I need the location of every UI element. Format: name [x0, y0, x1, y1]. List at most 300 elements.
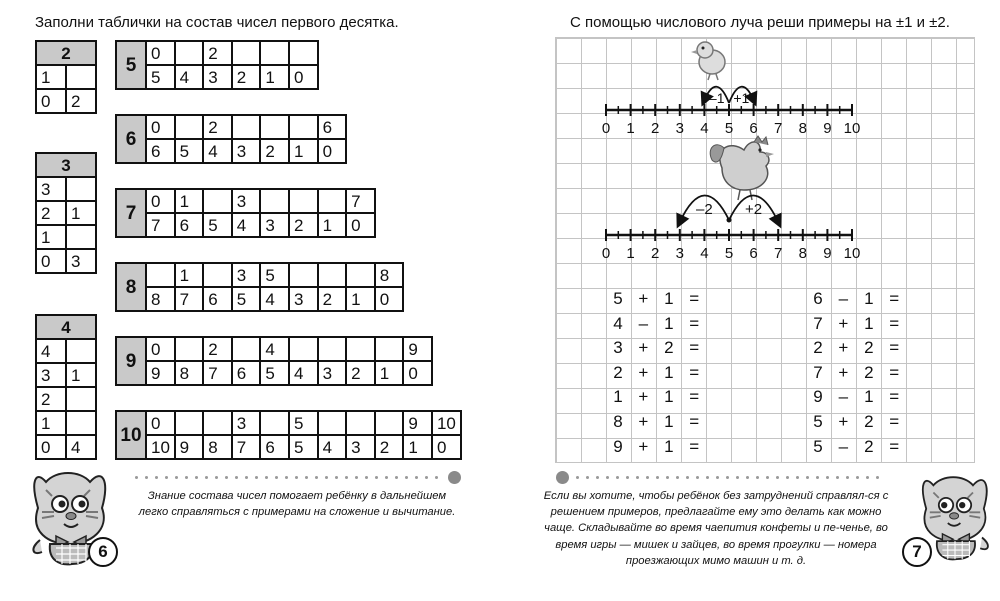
table-cell[interactable]: 5	[289, 411, 318, 435]
example-right-op: –	[838, 387, 849, 407]
table-cell[interactable]	[66, 339, 96, 363]
number-line-label: 5	[724, 120, 734, 137]
table-cell[interactable]: 3	[318, 361, 347, 385]
dot	[335, 476, 338, 479]
table-cell[interactable]	[175, 41, 204, 65]
dot	[866, 476, 869, 479]
table-cell[interactable]	[318, 337, 347, 361]
dot	[796, 476, 799, 479]
example-left-b: 1	[664, 289, 674, 308]
dot	[295, 476, 298, 479]
right-page-note: Если вы хотите, чтобы ребёнок без затруднений справлял-ся с решением примеров, предлагайте ему это делать как можно чаще. Складывайте во время чаепития конфеты и пе-ченье, во время игры — мишек и зайцев, во время прогулки — номера проезжающих мимо машин и т. д.	[543, 490, 889, 567]
dot	[435, 476, 438, 479]
example-right-op: +	[838, 313, 849, 333]
example-right-a: 5	[813, 412, 823, 431]
table-cell[interactable]	[66, 411, 96, 435]
example-right-eq: =	[889, 436, 900, 456]
table-cell[interactable]: 9	[403, 337, 432, 361]
example-left-op: +	[638, 362, 649, 382]
table-cell[interactable]: 0	[403, 361, 432, 385]
horizontal-table-header: 6	[116, 115, 146, 163]
dot	[726, 476, 729, 479]
dotted-separator	[135, 474, 445, 480]
example-left-eq: =	[689, 387, 700, 407]
example-right-a: 6	[813, 289, 823, 308]
right-page-title: С помощью числового луча реши примеры на ±1 и ±2.	[570, 14, 950, 31]
table-cell[interactable]: 1	[66, 363, 96, 387]
number-line-label: 10	[843, 245, 861, 262]
horizontal-table-5	[115, 40, 319, 90]
table-cell[interactable]: 6	[318, 115, 347, 139]
table-cell[interactable]: 8	[146, 287, 175, 311]
dot	[265, 476, 268, 479]
dot	[696, 476, 699, 479]
table-cell[interactable]	[175, 411, 204, 435]
table-cell[interactable]: 2	[36, 387, 66, 411]
example-left-op: +	[638, 289, 649, 308]
dot	[315, 476, 318, 479]
table-cell[interactable]: 1	[318, 213, 347, 237]
table-cell[interactable]: 10	[146, 435, 175, 459]
example-right-op: +	[838, 412, 849, 431]
right-page	[500, 0, 1000, 601]
table-cell[interactable]: 0	[146, 115, 175, 139]
example-right-op: –	[838, 289, 849, 308]
dot	[365, 476, 368, 479]
table-cell[interactable]	[318, 263, 347, 287]
dot	[806, 476, 809, 479]
table-cell[interactable]: 0	[146, 189, 175, 213]
dot	[596, 476, 599, 479]
table-cell[interactable]: 3	[260, 213, 289, 237]
dot	[676, 476, 679, 479]
dot	[656, 476, 659, 479]
table-cell[interactable]	[66, 65, 96, 89]
table-cell[interactable]: 2	[260, 139, 289, 163]
table-cell[interactable]: 3	[232, 139, 261, 163]
vertical-table-2	[35, 40, 97, 114]
example-left-a: 3	[613, 338, 623, 358]
table-cell[interactable]: 2	[36, 201, 66, 225]
horizontal-table-7	[115, 188, 376, 238]
table-cell[interactable]: 7	[175, 287, 204, 311]
table-cell[interactable]: 4	[260, 337, 289, 361]
vertical-table-header: 3	[36, 153, 96, 177]
example-left-op: +	[638, 412, 649, 431]
table-cell[interactable]	[232, 337, 261, 361]
table-cell[interactable]: 3	[66, 249, 96, 273]
table-cell[interactable]	[289, 41, 318, 65]
table-cell[interactable]: 7	[146, 213, 175, 237]
dot	[155, 476, 158, 479]
dot	[375, 476, 378, 479]
example-right-b: 2	[864, 338, 874, 358]
example-right-op: +	[838, 338, 849, 358]
separator-dot	[448, 471, 461, 484]
table-cell[interactable]	[66, 387, 96, 411]
dot	[716, 476, 719, 479]
example-right-b: 1	[864, 313, 874, 333]
jump-minus-two-label: –2	[696, 201, 713, 218]
table-cell[interactable]: 0	[36, 249, 66, 273]
example-right-b: 2	[864, 436, 874, 456]
example-right-b: 2	[864, 412, 874, 431]
page-number-6: 6	[88, 537, 118, 567]
dot	[846, 476, 849, 479]
separator-dot	[556, 471, 569, 484]
table-cell[interactable]: 4	[36, 339, 66, 363]
dot	[826, 476, 829, 479]
dot	[165, 476, 168, 479]
table-cell[interactable]: 7	[232, 435, 261, 459]
dot	[706, 476, 709, 479]
table-cell[interactable]: 2	[203, 337, 232, 361]
example-right-eq: =	[889, 362, 900, 382]
table-cell[interactable]	[375, 411, 404, 435]
table-cell[interactable]: 2	[203, 41, 232, 65]
table-cell[interactable]: 0	[318, 139, 347, 163]
number-line-label: 8	[798, 245, 807, 262]
table-cell[interactable]	[203, 263, 232, 287]
dot	[255, 476, 258, 479]
dot	[225, 476, 228, 479]
table-cell[interactable]	[289, 115, 318, 139]
table-cell[interactable]: 1	[175, 263, 204, 287]
vertical-table-3	[35, 152, 97, 274]
dot	[636, 476, 639, 479]
horizontal-table-8	[115, 262, 404, 312]
table-cell[interactable]: 1	[375, 361, 404, 385]
table-cell[interactable]	[346, 337, 375, 361]
table-cell[interactable]	[346, 411, 375, 435]
table-cell[interactable]: 8	[175, 361, 204, 385]
table-cell[interactable]: 2	[318, 287, 347, 311]
dot	[325, 476, 328, 479]
page-number-7: 7	[902, 537, 932, 567]
example-left-b: 1	[664, 436, 674, 456]
horizontal-table-header: 5	[116, 41, 146, 89]
example-left-b: 1	[664, 362, 674, 382]
table-cell[interactable]: 0	[289, 65, 318, 89]
table-cell[interactable]	[232, 115, 261, 139]
table-cell[interactable]: 2	[346, 361, 375, 385]
table-cell[interactable]: 6	[146, 139, 175, 163]
example-right-eq: =	[889, 289, 900, 308]
example-left-a: 2	[613, 362, 623, 382]
horizontal-table-9	[115, 336, 433, 386]
example-right-eq: =	[889, 412, 900, 431]
number-lines	[500, 0, 1000, 300]
dot	[405, 476, 408, 479]
table-cell[interactable]: 9	[403, 411, 432, 435]
number-line-label: 6	[749, 245, 758, 262]
example-left-a: 9	[613, 436, 623, 456]
table-cell[interactable]	[175, 337, 204, 361]
dot	[245, 476, 248, 479]
table-cell[interactable]: 2	[203, 115, 232, 139]
example-left-eq: =	[689, 362, 700, 382]
table-cell[interactable]	[260, 189, 289, 213]
example-left-b: 1	[664, 412, 674, 431]
rooster-icon	[710, 136, 774, 200]
table-cell[interactable]: 4	[175, 65, 204, 89]
table-cell[interactable]: 1	[66, 201, 96, 225]
dot	[666, 476, 669, 479]
dot	[876, 476, 879, 479]
number-line-label: 10	[843, 120, 861, 137]
example-right-op: +	[838, 362, 849, 382]
table-cell[interactable]: 2	[66, 89, 96, 113]
number-line-label: 1	[626, 245, 635, 262]
table-cell[interactable]: 8	[375, 263, 404, 287]
example-left-a: 5	[613, 289, 623, 308]
example-left-op: +	[638, 338, 649, 358]
dot	[285, 476, 288, 479]
number-line-label: 8	[798, 120, 807, 137]
table-cell[interactable]: 0	[375, 287, 404, 311]
table-cell[interactable]: 0	[346, 213, 375, 237]
dot	[776, 476, 779, 479]
table-cell[interactable]: 3	[232, 263, 261, 287]
dot	[856, 476, 859, 479]
dot	[836, 476, 839, 479]
table-cell[interactable]: 2	[289, 213, 318, 237]
table-cell[interactable]: 0	[36, 435, 66, 459]
dot	[355, 476, 358, 479]
table-cell[interactable]: 5	[232, 287, 261, 311]
example-right-a: 7	[813, 362, 823, 382]
example-left-op: +	[638, 436, 649, 456]
table-cell[interactable]: 1	[289, 139, 318, 163]
table-cell[interactable]: 1	[260, 65, 289, 89]
example-right-a: 9	[813, 387, 823, 407]
horizontal-table-10	[115, 410, 462, 460]
table-cell[interactable]	[318, 189, 347, 213]
horizontal-table-header: 7	[116, 189, 146, 237]
jump-plus-one-label: +1	[733, 90, 750, 106]
table-cell[interactable]: 6	[203, 287, 232, 311]
table-cell[interactable]: 5	[175, 139, 204, 163]
vertical-table-header: 4	[36, 315, 96, 339]
table-cell[interactable]	[203, 189, 232, 213]
example-right-b: 1	[864, 289, 874, 308]
example-left-op: +	[638, 387, 649, 407]
table-cell[interactable]: 5	[203, 213, 232, 237]
number-line-label: 1	[626, 120, 635, 137]
number-line-label: 7	[774, 120, 783, 137]
table-cell[interactable]: 1	[403, 435, 432, 459]
table-cell[interactable]: 6	[260, 435, 289, 459]
dot	[766, 476, 769, 479]
table-cell[interactable]: 1	[36, 225, 66, 249]
table-cell[interactable]: 1	[175, 189, 204, 213]
number-line-label: 2	[651, 245, 660, 262]
number-line-label: 4	[700, 245, 709, 262]
dot	[195, 476, 198, 479]
table-cell[interactable]	[146, 263, 175, 287]
dot	[305, 476, 308, 479]
vertical-table-header: 2	[36, 41, 96, 65]
table-cell[interactable]: 7	[203, 361, 232, 385]
table-cell[interactable]: 10	[432, 411, 461, 435]
table-cell[interactable]	[289, 337, 318, 361]
dot	[385, 476, 388, 479]
number-line-label: 2	[651, 120, 660, 137]
number-line-label: 4	[700, 120, 709, 137]
number-line-label: 9	[823, 245, 832, 262]
dot	[135, 476, 138, 479]
table-cell[interactable]: 6	[175, 213, 204, 237]
table-cell[interactable]	[203, 411, 232, 435]
dot	[235, 476, 238, 479]
table-cell[interactable]: 5	[146, 65, 175, 89]
table-cell[interactable]	[232, 41, 261, 65]
table-cell[interactable]: 0	[432, 435, 461, 459]
example-left-b: 1	[664, 313, 674, 333]
table-cell[interactable]: 4	[318, 435, 347, 459]
dot	[686, 476, 689, 479]
number-line-label: 5	[724, 245, 734, 262]
example-right-b: 2	[864, 362, 874, 382]
number-line-label: 7	[774, 245, 783, 262]
dot	[425, 476, 428, 479]
table-cell[interactable]: 9	[175, 435, 204, 459]
number-line-label: 0	[601, 120, 611, 137]
chick-icon	[691, 42, 725, 80]
table-cell[interactable]: 0	[146, 337, 175, 361]
table-cell[interactable]: 3	[346, 435, 375, 459]
horizontal-table-6	[115, 114, 347, 164]
table-cell[interactable]: 1	[36, 411, 66, 435]
dot	[215, 476, 218, 479]
dot	[626, 476, 629, 479]
example-left-eq: =	[689, 412, 700, 431]
dot	[816, 476, 819, 479]
dot	[175, 476, 178, 479]
left-page-note: Знание состава чисел помогает ребёнку в дальнейшем легко справляться с примерами на сложение и вычитание.	[138, 490, 456, 519]
jump-plus-two-label: +2	[745, 201, 763, 218]
table-cell[interactable]: 5	[260, 263, 289, 287]
example-left-a: 1	[613, 387, 623, 407]
table-cell[interactable]: 3	[36, 177, 66, 201]
table-cell[interactable]: 1	[36, 65, 66, 89]
dot	[736, 476, 739, 479]
table-cell[interactable]: 0	[146, 41, 175, 65]
table-cell[interactable]	[260, 115, 289, 139]
table-cell[interactable]: 2	[375, 435, 404, 459]
jump-minus-one-label: –1	[708, 90, 725, 106]
dot	[345, 476, 348, 479]
table-cell[interactable]: 9	[146, 361, 175, 385]
example-right-eq: =	[889, 338, 900, 358]
table-cell[interactable]	[66, 177, 96, 201]
horizontal-table-header: 9	[116, 337, 146, 385]
dot	[205, 476, 208, 479]
number-line-label: 3	[675, 120, 684, 137]
table-cell[interactable]: 5	[289, 435, 318, 459]
example-right-op: –	[838, 436, 849, 456]
table-cell[interactable]: 8	[203, 435, 232, 459]
table-cell[interactable]: 7	[346, 189, 375, 213]
table-cell[interactable]: 4	[232, 213, 261, 237]
dot	[576, 476, 579, 479]
table-cell[interactable]	[66, 225, 96, 249]
dot	[786, 476, 789, 479]
dot	[415, 476, 418, 479]
dot	[746, 476, 749, 479]
table-cell[interactable]: 3	[232, 189, 261, 213]
example-left-eq: =	[689, 338, 700, 358]
dot	[395, 476, 398, 479]
dot	[616, 476, 619, 479]
table-cell[interactable]: 6	[232, 361, 261, 385]
example-right-eq: =	[889, 387, 900, 407]
left-page-title: Заполни таблички на состав чисел первого десятка.	[35, 14, 399, 31]
table-cell[interactable]	[318, 411, 347, 435]
example-right-a: 2	[813, 338, 823, 358]
horizontal-table-header: 8	[116, 263, 146, 311]
example-left-b: 1	[664, 387, 674, 407]
example-right-a: 7	[813, 313, 823, 333]
dot	[185, 476, 188, 479]
dot	[586, 476, 589, 479]
example-right-b: 1	[864, 387, 874, 407]
number-line-label: 6	[749, 120, 758, 137]
table-cell[interactable]: 4	[260, 287, 289, 311]
table-cell[interactable]: 0	[146, 411, 175, 435]
dot	[275, 476, 278, 479]
number-line-label: 9	[823, 120, 832, 137]
example-left-eq: =	[689, 313, 700, 333]
table-cell[interactable]	[375, 337, 404, 361]
table-cell[interactable]: 4	[289, 361, 318, 385]
number-line-label: 0	[601, 245, 611, 262]
table-cell[interactable]	[260, 41, 289, 65]
dot	[646, 476, 649, 479]
example-left-a: 8	[613, 412, 623, 431]
number-line-label: 3	[675, 245, 684, 262]
table-cell[interactable]: 3	[36, 363, 66, 387]
example-left-eq: =	[689, 436, 700, 456]
example-left-op: –	[638, 313, 649, 333]
table-cell[interactable]: 4	[203, 139, 232, 163]
table-cell[interactable]	[260, 411, 289, 435]
table-cell[interactable]: 0	[36, 89, 66, 113]
table-cell[interactable]: 5	[260, 361, 289, 385]
vertical-table-4	[35, 314, 97, 460]
table-cell[interactable]	[175, 115, 204, 139]
table-cell[interactable]: 3	[232, 411, 261, 435]
table-cell[interactable]: 3	[203, 65, 232, 89]
table-cell[interactable]	[289, 189, 318, 213]
table-cell[interactable]: 3	[289, 287, 318, 311]
table-cell[interactable]: 1	[346, 287, 375, 311]
dotted-separator	[576, 474, 886, 480]
example-left-eq: =	[689, 289, 700, 308]
dot	[145, 476, 148, 479]
horizontal-table-header: 10	[116, 411, 146, 459]
example-left-b: 2	[664, 338, 674, 358]
table-cell[interactable]: 2	[232, 65, 261, 89]
example-right-a: 5	[813, 436, 823, 456]
example-right-eq: =	[889, 313, 900, 333]
table-cell[interactable]: 4	[66, 435, 96, 459]
dot	[756, 476, 759, 479]
table-cell[interactable]	[346, 263, 375, 287]
dot	[606, 476, 609, 479]
table-cell[interactable]	[289, 263, 318, 287]
example-left-a: 4	[613, 313, 623, 333]
